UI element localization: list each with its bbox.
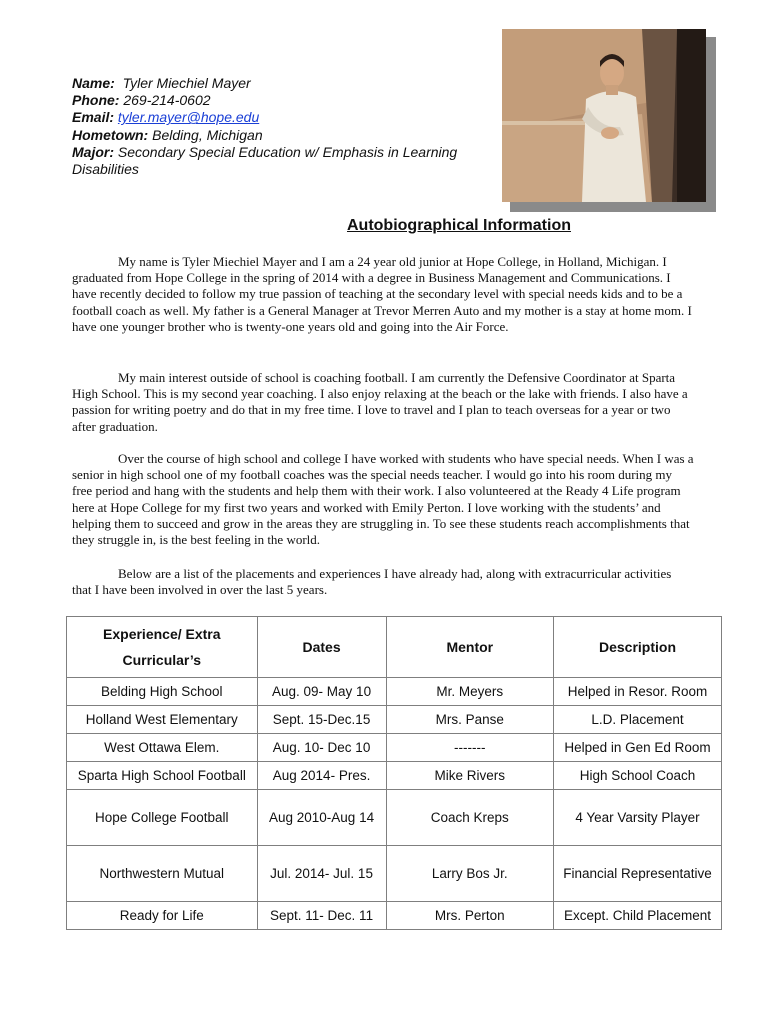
cell-dates: Sept. 11- Dec. 11	[257, 902, 386, 930]
header-mentor: Mentor	[386, 617, 553, 678]
name-value: Tyler Miechiel Mayer	[122, 75, 251, 91]
header-dates: Dates	[257, 617, 386, 678]
email-link[interactable]: tyler.mayer@hope.edu	[117, 109, 260, 126]
email-row	[72, 109, 492, 126]
cell-mentor: Larry Bos Jr.	[386, 846, 553, 902]
portrait-photo	[502, 29, 706, 202]
header-description: Description	[554, 617, 722, 678]
major-value: Secondary Special Education w/ Emphasis in Learning Disabilities	[72, 143, 458, 178]
phone-label: Phone:	[72, 92, 120, 109]
paragraph-4: Below are a list of the placements and experiences I have already had, along with extracurricular activities that I have been involved in over the last 5 years.	[72, 566, 672, 598]
cell-mentor: Mrs. Panse	[386, 706, 553, 734]
portrait-photo-icon	[502, 29, 706, 202]
cell-mentor: Mrs. Perton	[386, 902, 553, 930]
cell-description: Financial Representative	[554, 846, 722, 902]
cell-mentor: Mike Rivers	[386, 762, 553, 790]
cell-dates: Aug 2014- Pres.	[257, 762, 386, 790]
header-experience: Experience/ Extra Curricular’s	[67, 617, 258, 678]
cell-dates: Jul. 2014- Jul. 15	[257, 846, 386, 902]
cell-description: Except. Child Placement	[554, 902, 722, 930]
table-row	[67, 706, 722, 734]
page-title: Autobiographical Information	[347, 217, 571, 234]
experience-table	[66, 616, 722, 930]
cell-dates: Aug 2010-Aug 14	[257, 790, 386, 846]
cell-experience: Holland West Elementary	[67, 706, 258, 734]
cell-dates: Aug. 09- May 10	[257, 678, 386, 706]
cell-experience: Northwestern Mutual	[67, 846, 258, 902]
phone-value: 269-214-0602	[123, 92, 211, 109]
table-header-row	[67, 617, 722, 678]
cell-mentor: Mr. Meyers	[386, 678, 553, 706]
paragraph-1: My name is Tyler Miechiel Mayer and I am a 24 year old junior at Hope College, in Holland, Michigan. I graduated from Hope College in the spring of 2014 with a degree in Business Management and Communications. I have recently decided to follow my true passion of teaching at the secondary level with special needs kids and to be a football coach as well. My father is a General Manager at Trevor Merren Auto and my mother is a stay at home mom. I have one younger brother who is twenty-one years old and going into the Air Force.	[72, 254, 692, 334]
table-row	[67, 790, 722, 846]
cell-description: Helped in Gen Ed Room	[554, 734, 722, 762]
major-row	[72, 144, 492, 178]
paragraph-3: Over the course of high school and college I have worked with students who have special needs. When I was a senior in high school one of my football coaches was the special needs teacher. I would go into his room during my free period and hang with the students and help them with their work. I also volunteered at the Ready 4 Life program here at Hope College for my first two years and worked with Emily Perton. I love working with the students’ and helping them to succeed and grow in the areas they are struggling in. To see these students reach accomplishments that they struggle in, is the best feeling in the world.	[72, 451, 694, 548]
cell-description: Helped in Resor. Room	[554, 678, 722, 706]
hometown-value: Belding, Michigan	[152, 126, 263, 143]
name-label: Name:	[72, 75, 115, 91]
table-row	[67, 846, 722, 902]
cell-experience: Ready for Life	[67, 902, 258, 930]
table-row	[67, 902, 722, 930]
cell-description: High School Coach	[554, 762, 722, 790]
cell-experience: Hope College Football	[67, 790, 258, 846]
hometown-row	[72, 127, 492, 144]
table-row	[67, 678, 722, 706]
phone-row	[72, 92, 492, 109]
contact-info	[72, 75, 492, 178]
major-label: Major:	[72, 143, 114, 160]
cell-dates: Sept. 15-Dec.15	[257, 706, 386, 734]
cell-experience: West Ottawa Elem.	[67, 734, 258, 762]
paragraph-2: My main interest outside of school is coaching football. I am currently the Defensive Coordinator at Sparta High School. This is my second year coaching. I also enjoy relaxing at the beach or the lake with friends. I also have a passion for writing poetry and do that in my free time. I love to travel and I plan to teach overseas for a year or two after graduation.	[72, 370, 688, 434]
cell-description: 4 Year Varsity Player	[554, 790, 722, 846]
cell-experience: Sparta High School Football	[67, 762, 258, 790]
email-label: Email:	[72, 109, 115, 126]
cell-description: L.D. Placement	[554, 706, 722, 734]
name-row	[72, 75, 492, 92]
cell-dates: Aug. 10- Dec 10	[257, 734, 386, 762]
table-row	[67, 734, 722, 762]
hometown-label: Hometown:	[72, 126, 149, 143]
table-row	[67, 762, 722, 790]
cell-mentor: -------	[386, 734, 553, 762]
cell-experience: Belding High School	[67, 678, 258, 706]
cell-mentor: Coach Kreps	[386, 790, 553, 846]
